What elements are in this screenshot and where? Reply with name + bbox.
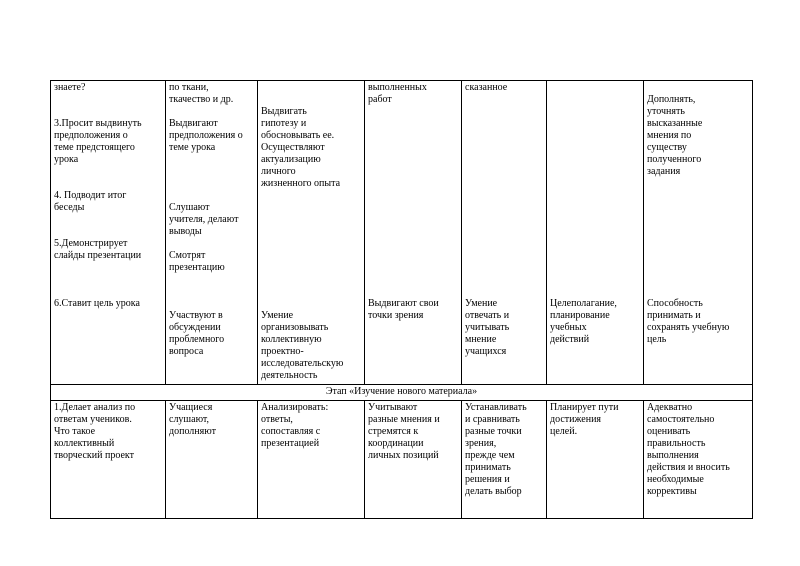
- cell-text: Планирует пути достижения целей.: [550, 402, 619, 437]
- table-cell: [258, 81, 365, 385]
- cell-text: Целеполагание, планирование учебных действий: [550, 298, 617, 345]
- cell-text: Учитывают разные мнения и стремятся к координации личных позиций: [368, 402, 440, 461]
- cell-text: сказанное Умение отвечать и учитывать мнение учащихся: [465, 82, 510, 357]
- cell-text: по ткани, ткачество и др. Выдвигают предположения о теме урока Слушают учителя, делают выводы Смотрят презентацию Участвуют в обсуждении проблемного вопроса: [169, 82, 243, 357]
- table-cell: [365, 401, 462, 519]
- cell-text: Устанавливать и сравнивать разные точки зрения, прежде чем принимать решения и делать выбор: [465, 402, 527, 497]
- cell-text: Выдвигать гипотезу и обосновывать ее. Осуществляют актуализацию личного жизненного опыта Умение организовывать коллективную проектно- исследовательскую деятельность: [261, 106, 344, 381]
- stage-row: [51, 385, 753, 401]
- table-row: [51, 401, 753, 519]
- stage-title: Этап «Изучение нового материала»: [51, 385, 753, 401]
- table-cell: [644, 401, 753, 519]
- table-cell: [644, 81, 753, 385]
- cell-text: 1.Делает анализ по ответам учеников. Что такое коллективный творческий проект: [54, 402, 136, 461]
- table-cell: [462, 81, 547, 385]
- cell-text: выполненных работ Выдвигают свои точки зрения: [368, 82, 439, 321]
- lesson-plan-table: [50, 80, 753, 519]
- table-row: [51, 81, 753, 385]
- cell-text: Дополнять, уточнять высказанные мнения по существу полученного задания Способность принимать и сохранять учебную цель: [647, 94, 730, 345]
- table-cell: [462, 401, 547, 519]
- table-cell: [166, 81, 258, 385]
- cell-text: Адекватно самостоятельно оценивать правильность выполнения действия и вносить необходимые коррективы: [647, 402, 730, 497]
- table-cell: [51, 401, 166, 519]
- cell-text: Анализировать: ответы, сопоставляя с презентацией: [261, 402, 329, 449]
- table-cell: [547, 81, 644, 385]
- table-cell: [365, 81, 462, 385]
- table-cell: [166, 401, 258, 519]
- table-cell: [51, 81, 166, 385]
- table-cell: [547, 401, 644, 519]
- cell-text: Учащиеся слушают, дополняют: [169, 402, 216, 437]
- cell-text: знаете? 3.Просит выдвинуть предположения о теме предстоящего урока 4. Подводит итог беседы 5.Демонстрирует слайды презентации 6.Ставит цель урока: [54, 82, 142, 309]
- table-cell: [258, 401, 365, 519]
